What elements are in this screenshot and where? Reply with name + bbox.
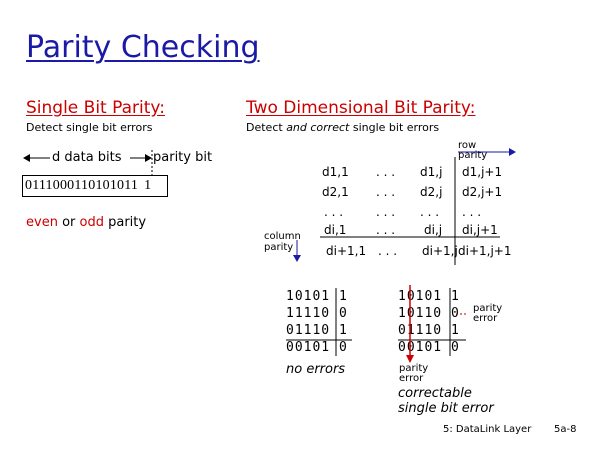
two-d-parity-subtitle: Detect and correct single bit errors <box>246 121 440 134</box>
matrix-cell: di,1 <box>324 223 347 237</box>
parity-bit-label: parity bit <box>153 150 213 165</box>
matrix-cell: d2,j+1 <box>462 185 503 199</box>
single-parity-subtitle: Detect single bit errors <box>26 121 153 134</box>
matrix-cell: di+1,j+1 <box>458 244 512 258</box>
no-error-row: 10101 1 <box>286 289 348 304</box>
even-word: even <box>26 215 58 230</box>
even-odd-parity-note: even or odd parity <box>26 215 147 230</box>
matrix-cell: . . . <box>376 205 396 219</box>
matrix-cell: . . . <box>376 185 396 199</box>
footer-page-number: 5a-8 <box>554 424 577 435</box>
matrix-cell: d1,j <box>420 165 443 179</box>
matrix-cell: . . . <box>376 223 396 237</box>
matrix-cell: d2,j <box>420 185 443 199</box>
no-error-row: 11110 0 <box>286 306 348 321</box>
single-parity-heading: Single Bit Parity: <box>26 98 165 118</box>
matrix-cell: di+1,j <box>422 244 458 258</box>
data-bits: 0111000110101011 <box>25 178 139 193</box>
no-error-separators <box>284 286 354 358</box>
matrix-cell: di,j <box>424 223 443 237</box>
column-parity-error-label: parity error <box>399 363 429 384</box>
matrix-cell: di,j+1 <box>462 223 498 237</box>
correctable-label: correctable single bit error <box>398 386 494 416</box>
odd-word: odd <box>79 215 104 230</box>
error-row: 10101 1 <box>398 289 460 304</box>
parity-bit: 1 <box>144 178 152 193</box>
matrix-cell: d1,j+1 <box>462 165 503 179</box>
matrix-cell: . . . <box>378 244 398 258</box>
matrix-cell: d1,1 <box>322 165 349 179</box>
matrix-cell: . . . <box>462 205 482 219</box>
matrix-cell: . . . <box>324 205 344 219</box>
row-parity-error-label: parity error <box>473 303 503 324</box>
error-marks <box>396 283 472 363</box>
error-row: 00101 0 <box>398 340 460 355</box>
column-parity-label: column parity <box>264 231 301 253</box>
matrix-cell: . . . <box>376 165 396 179</box>
slide-title: Parity Checking <box>26 30 260 65</box>
footer-chapter: 5: DataLink Layer <box>443 424 532 435</box>
no-error-row: 01110 1 <box>286 323 348 338</box>
matrix-cell: di+1,1 <box>326 244 367 258</box>
no-error-row: 00101 0 <box>286 340 348 355</box>
data-bits-label: d data bits <box>52 150 122 165</box>
matrix-cell: . . . <box>420 205 440 219</box>
row-parity-label: row parity <box>458 140 488 161</box>
error-row: 01110 1 <box>398 323 460 338</box>
no-errors-label: no errors <box>286 362 346 377</box>
matrix-cell: d2,1 <box>322 185 349 199</box>
two-d-parity-heading: Two Dimensional Bit Parity: <box>246 98 476 118</box>
error-row: 10110 0 <box>398 306 460 321</box>
bit-string-box <box>22 175 168 197</box>
